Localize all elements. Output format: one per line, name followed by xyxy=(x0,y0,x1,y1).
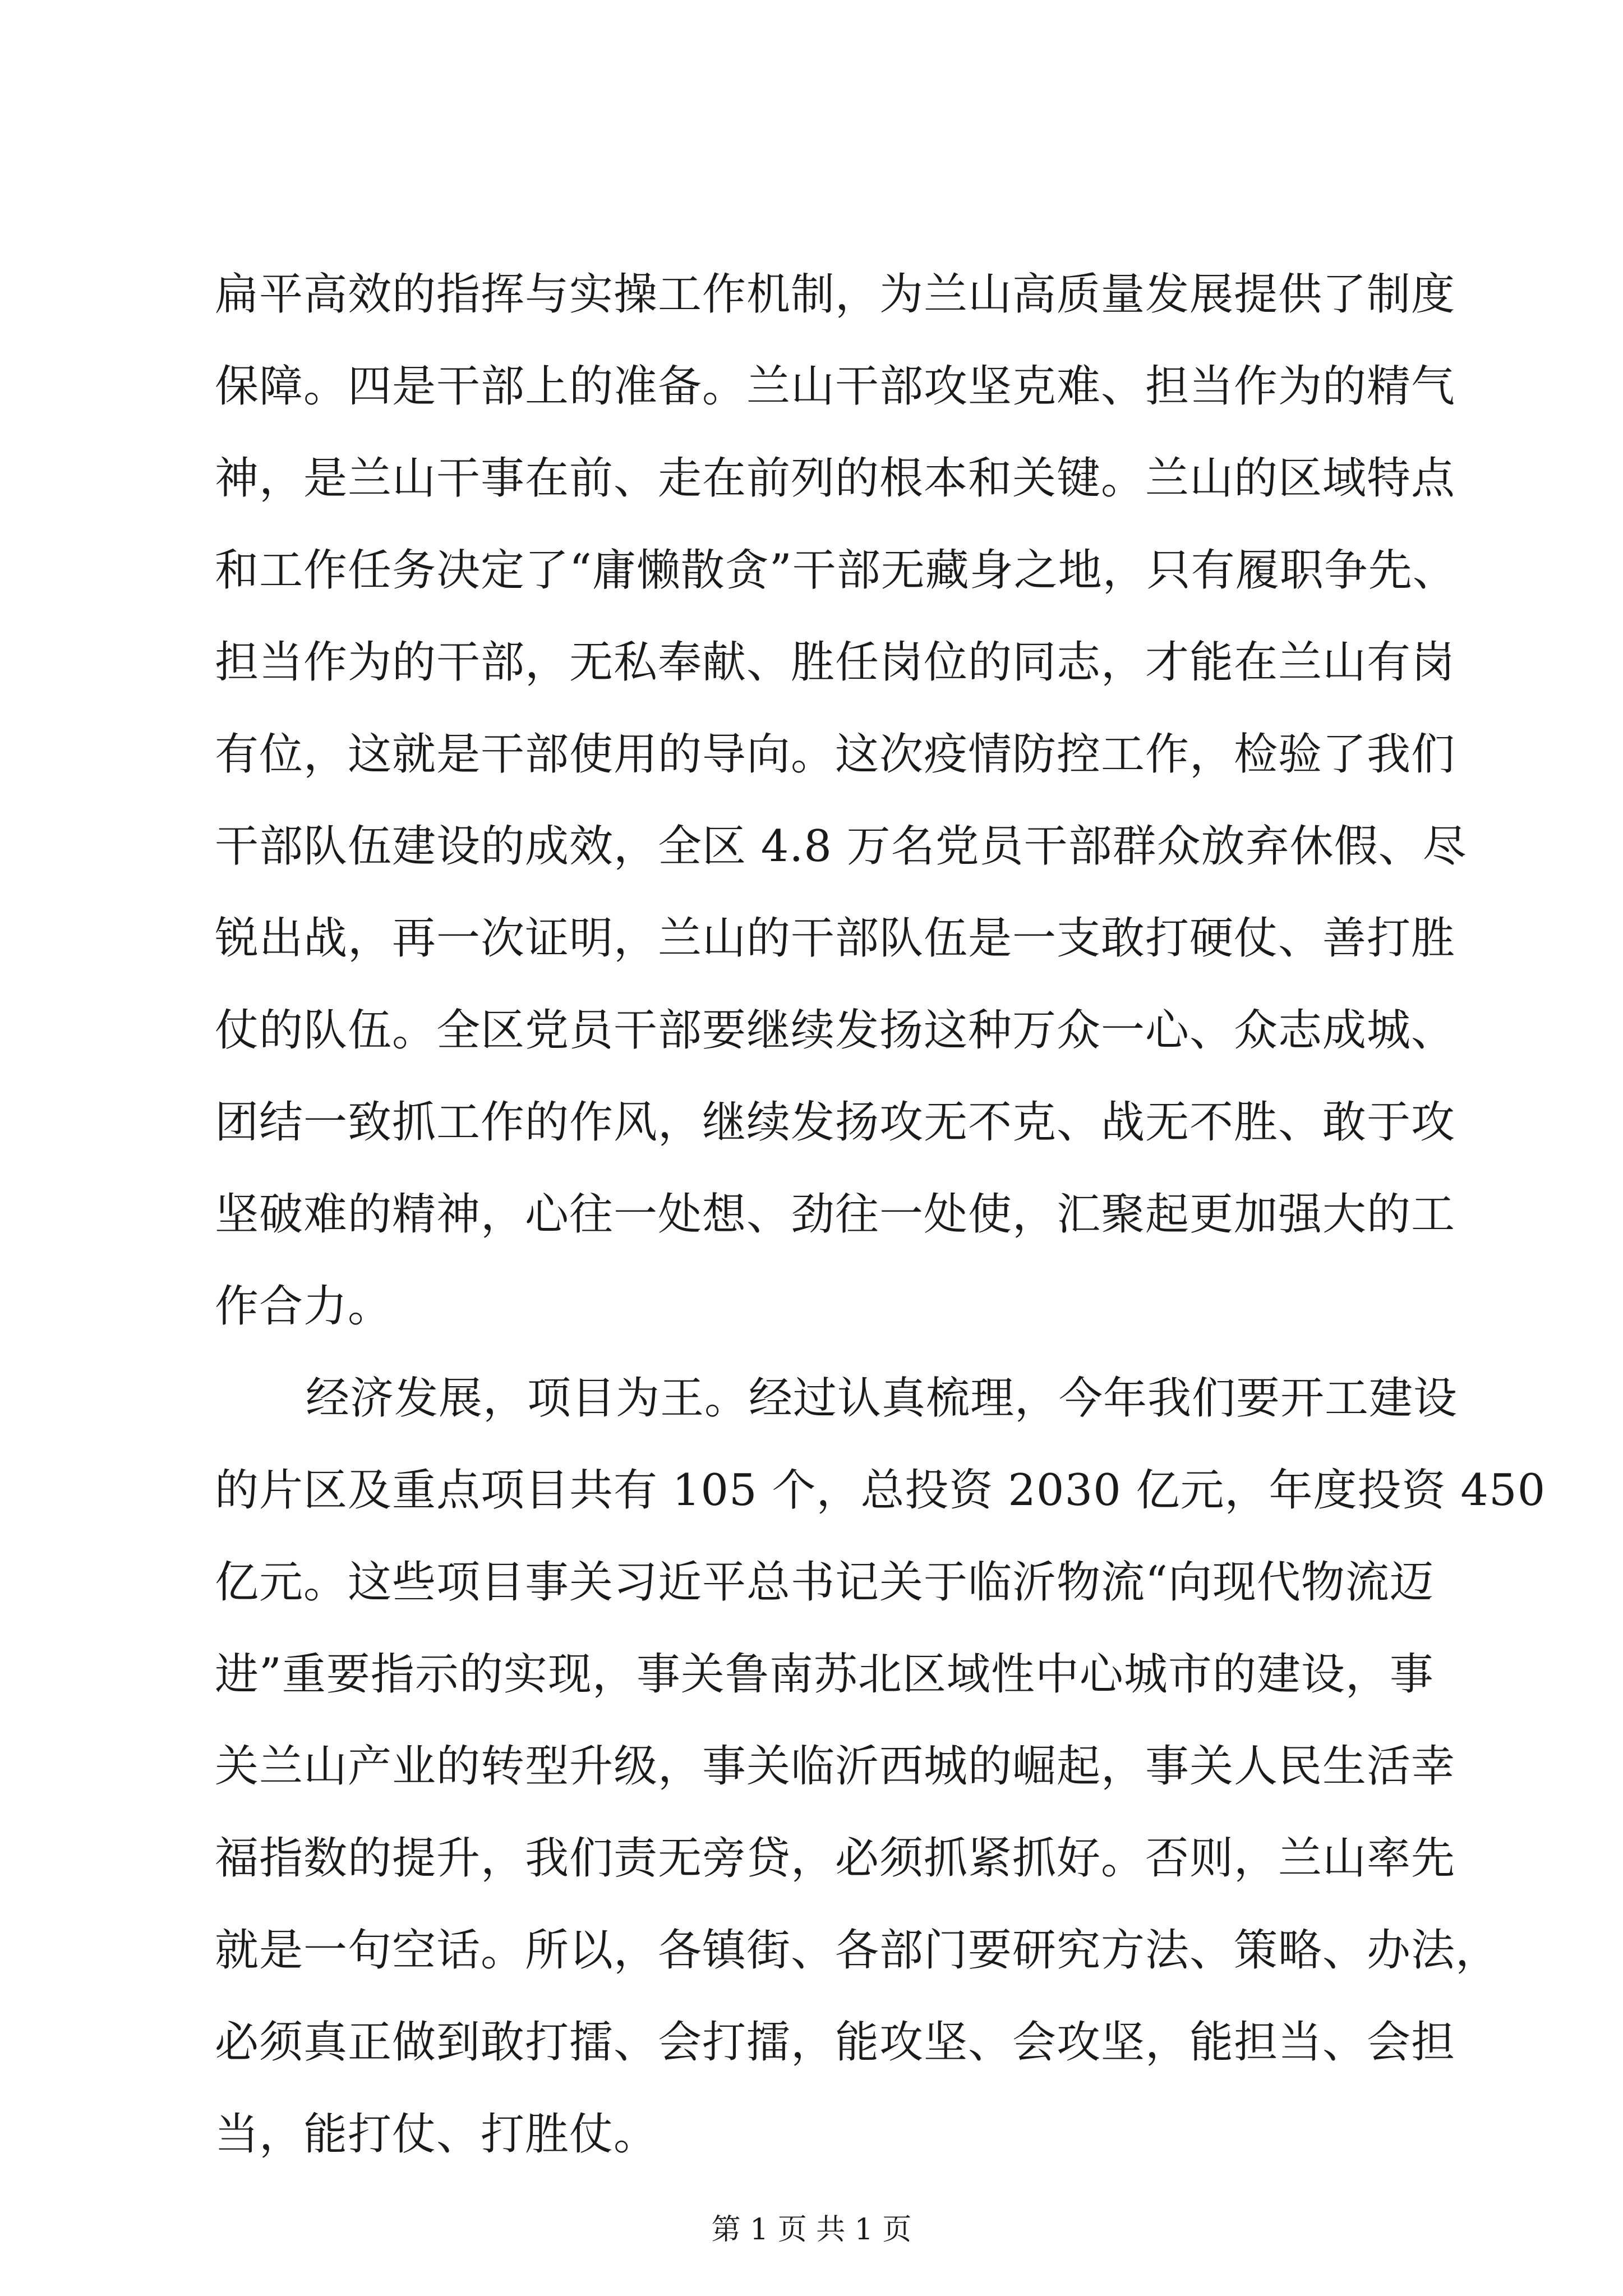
body-text-line: 有位，这就是干部使用的导向。这次疫情防控工作，检验了我们 xyxy=(215,729,1456,780)
body-text-line: 神，是兰山干事在前、走在前列的根本和关键。兰山的区域特点 xyxy=(215,453,1456,504)
paragraph-first-line: 经济发展，项目为王。经过认真梳理，今年我们要开工建设 xyxy=(306,1373,1458,1424)
body-text-line: 作合力。 xyxy=(215,1281,393,1332)
body-text-line: 干部队伍建设的成效，全区 4.8 万名党员干部群众放弃休假、尽 xyxy=(215,821,1467,872)
body-text-line: 团结一致抓工作的作风，继续发扬攻无不克、战无不胜、敢于攻 xyxy=(215,1097,1456,1148)
page-number-footer: 第 1 页 共 1 页 xyxy=(711,2213,912,2247)
body-text-line: 保障。四是干部上的准备。兰山干部攻坚克难、担当作为的精气 xyxy=(215,361,1456,412)
body-text-line: 就是一句空话。所以，各镇街、各部门要研究方法、策略、办法， xyxy=(215,1925,1500,1976)
body-text-line: 和工作任务决定了“庸懒散贪”干部无藏身之地，只有履职争先、 xyxy=(215,545,1457,596)
body-text-line: 当，能打仗、打胜仗。 xyxy=(215,2109,658,2160)
body-text-line: 福指数的提升，我们责无旁贷，必须抓紧抓好。否则，兰山率先 xyxy=(215,1833,1456,1884)
body-text-line: 关兰山产业的转型升级，事关临沂西城的崛起，事关人民生活幸 xyxy=(215,1741,1456,1792)
body-text-line: 亿元。这些项目事关习近平总书记关于临沂物流“向现代物流迈 xyxy=(215,1557,1434,1608)
body-text-line: 进”重要指示的实现，事关鲁南苏北区域性中心城市的建设，事 xyxy=(215,1649,1434,1700)
body-text-line: 的片区及重点项目共有 105 个，总投资 2030 亿元，年度投资 450 xyxy=(215,1465,1546,1516)
body-text-line: 必须真正做到敢打擂、会打擂，能攻坚、会攻坚，能担当、会担 xyxy=(215,2017,1456,2068)
body-text-line: 扁平高效的指挥与实操工作机制，为兰山高质量发展提供了制度 xyxy=(215,269,1456,320)
body-text-line: 仗的队伍。全区党员干部要继续发扬这种万众一心、众志成城、 xyxy=(215,1005,1456,1056)
body-text-line: 担当作为的干部，无私奉献、胜任岗位的同志，才能在兰山有岗 xyxy=(215,637,1456,688)
body-text-line: 坚破难的精神，心往一处想、劲往一处使，汇聚起更加强大的工 xyxy=(215,1189,1456,1240)
body-text-line: 锐出战，再一次证明，兰山的干部队伍是一支敢打硬仗、善打胜 xyxy=(215,913,1456,964)
